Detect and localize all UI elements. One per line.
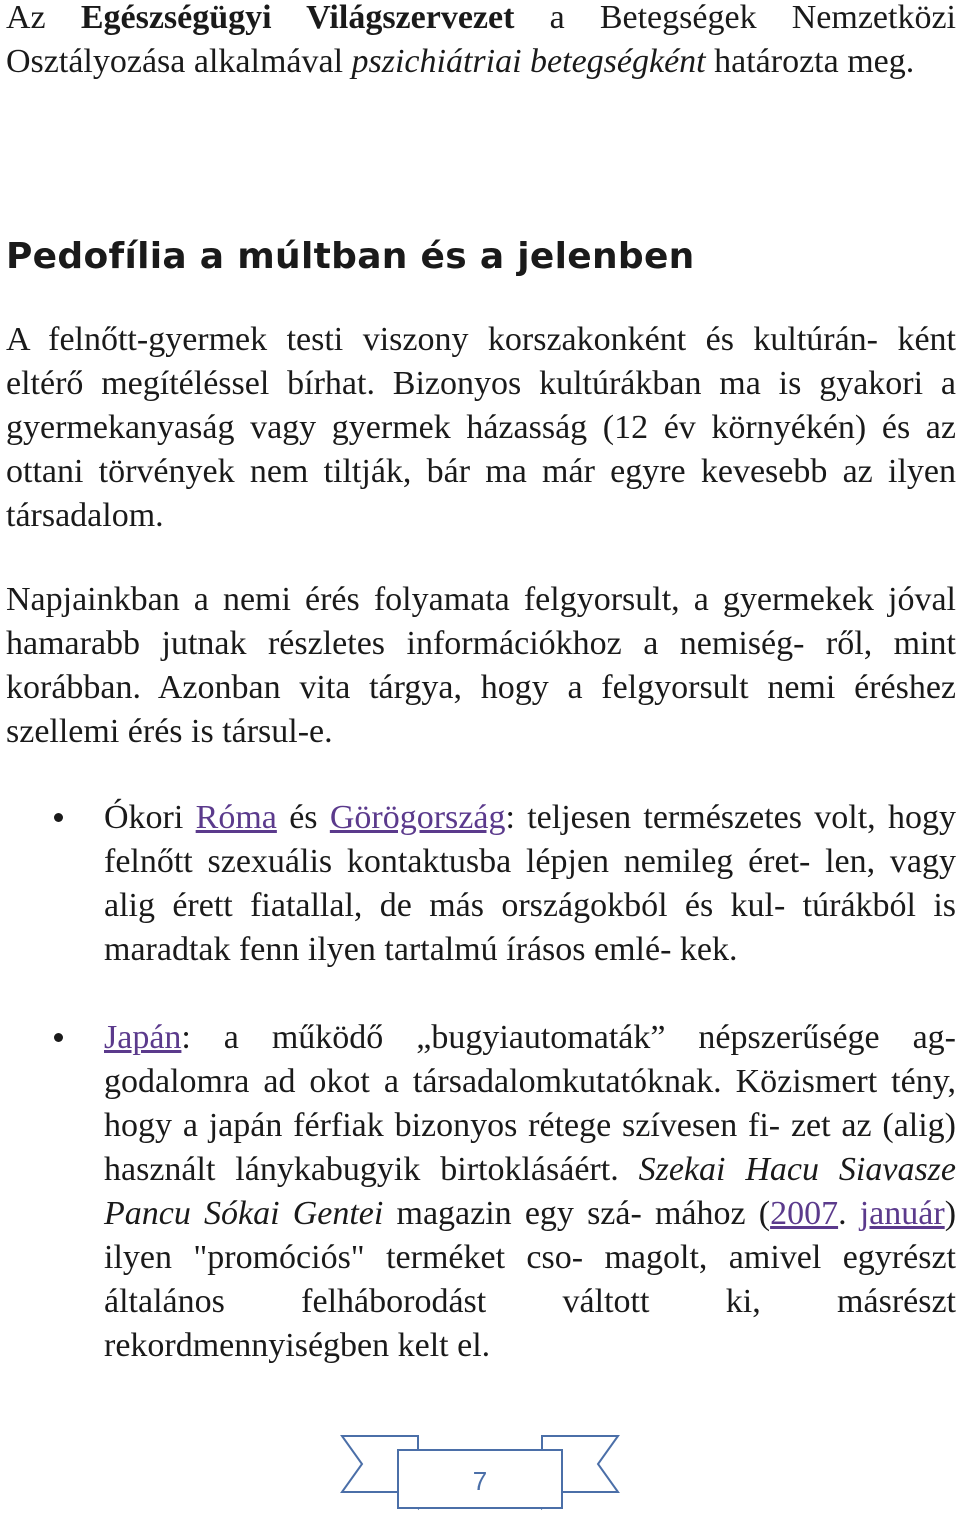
link-gorogorszag[interactable]: Görögország xyxy=(329,799,506,836)
list-item-ancient xyxy=(6,796,956,972)
list-item-text: zet az (alig) használt lánykabugyik birtoklásáért. xyxy=(104,1107,957,1188)
list-item-text: kek. xyxy=(679,931,738,968)
list-item-text: : a működő „bugyiautomaták” népszerűsége ag- xyxy=(181,1019,956,1056)
list-item-text: . xyxy=(838,1195,860,1232)
list-item-text: Ókori xyxy=(104,799,196,836)
intro-text-2: a Betegségek Nemzetközi Osztályozása alkalmával xyxy=(6,0,956,80)
list-item-text: godalomra ad okot a társadalomkutatóknak. Közismert tény, hogy a japán férfiak bizonyos rétege szívesen fi- xyxy=(104,1063,956,1144)
intro-text-1: Az xyxy=(6,0,81,36)
bullet-icon xyxy=(54,813,63,822)
link-januar[interactable]: január xyxy=(859,1195,945,1232)
page-number: 7 xyxy=(472,1466,488,1496)
list-item-text: mához ( xyxy=(654,1195,771,1232)
paragraph-present-part-2: ről, mint korábban. Azonban vita tárgya, hogy a felgyorsult nemi éréshez szellemi érés is társul-e. xyxy=(6,625,957,750)
paragraph-history-rest: ként eltérő megítéléssel bírhat. Bizonyos kultúrákban ma is gyakori a gyermekanyaság vagy gyermek házasság (12 év környékén) és az ottani törvények nem tiltják, bár ma már egyre kevesebb az ilyen társadalom. xyxy=(6,321,957,534)
paragraph-present xyxy=(6,578,956,754)
section-heading: Pedofília a múltban és a jelenben xyxy=(6,236,695,277)
link-2007[interactable]: 2007 xyxy=(770,1195,839,1232)
list-item-text: túrákból is maradtak fenn ilyen tartalmú írásos emlé- xyxy=(104,887,957,968)
paragraph-present-part-1: Napjainkban a nemi érés folyamata felgyorsult, a gyermekek jóval hamarabb jutnak részletes információkhoz a nemiség- xyxy=(6,581,956,662)
bullet-icon xyxy=(54,1033,63,1042)
intro-text-3: határozta meg. xyxy=(705,43,915,80)
list-item-japan xyxy=(6,1016,956,1368)
intro-paragraph xyxy=(6,0,956,84)
list-item-text: ) ilyen "promóciós" terméket cso- xyxy=(104,1195,957,1276)
organization-name: Egészségügyi Világszervezet xyxy=(80,0,515,36)
page-number-ribbon xyxy=(340,1434,620,1516)
magazine-title: Szekai Hacu Siavasze Pancu Sókai Gentei xyxy=(104,1151,956,1232)
list-item-text: : teljesen természetes volt, hogy felnőtt szexuális kontaktusba lépjen nemileg éret- xyxy=(104,799,957,880)
link-japan[interactable]: Japán xyxy=(104,1019,182,1056)
list-item-text: magolt, amivel egyrészt általános felháborodást váltott ki, másrészt rekordmennyiségben kelt el. xyxy=(104,1239,956,1364)
list-item-text: magazin egy szá- xyxy=(383,1195,642,1232)
list-item-text: len, vagy alig érett fiatallal, de más országokból és kul- xyxy=(104,843,956,924)
paragraph-history-line-1: A felnőtt-gyermek testi viszony korszakonként és kultúrán- xyxy=(6,321,879,358)
paragraph-history xyxy=(6,318,956,538)
list-item-text: és xyxy=(276,799,330,836)
bullet-list xyxy=(6,796,956,1368)
link-roma[interactable]: Róma xyxy=(195,799,277,836)
intro-emphasis: pszichiátriai betegségként xyxy=(351,43,706,80)
